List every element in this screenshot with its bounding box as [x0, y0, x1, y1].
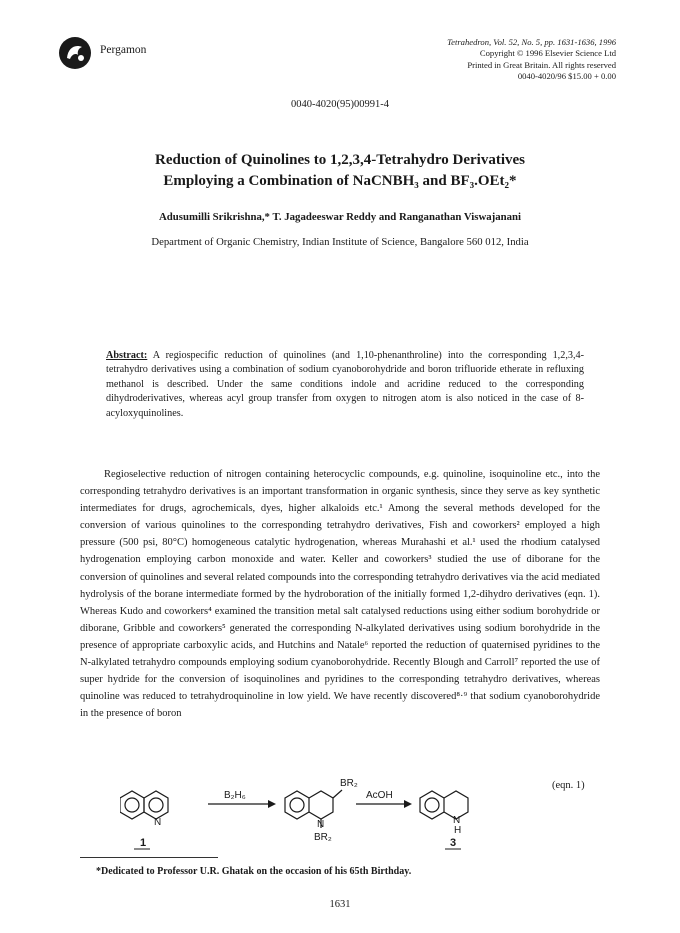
- title-line-2: Employing a Combination of NaCNBH₃ and BF₃.OEt₂*: [163, 173, 517, 189]
- printed-line: Printed in Great Britain. All rights reserved: [467, 59, 616, 70]
- affiliation: Department of Organic Chemistry, Indian Institute of Science, Bangalore 560 012, India: [151, 236, 529, 248]
- page-number: 1631: [329, 899, 351, 910]
- issn-price-line: 0040-4020/96 $15.00 + 0.00: [517, 71, 616, 82]
- abstract: [106, 349, 584, 421]
- quinoline-n-label: N: [154, 817, 162, 828]
- borane-intermediate-structure: [285, 790, 342, 828]
- product-n-label: N: [453, 815, 461, 826]
- quinoline-structure: [120, 791, 168, 819]
- tetrahydroquinoline-structure: [420, 791, 468, 819]
- footnote-rule: [80, 857, 218, 858]
- publisher-name: Pergamon: [100, 44, 147, 56]
- journal-citation: Tetrahedron, Vol. 52, No. 5, pp. 1631-1636, 1996: [447, 37, 616, 47]
- equation-label: (eqn. 1): [552, 780, 585, 791]
- footnote: *Dedicated to Professor U.R. Ghatak on the occasion of his 65th Birthday.: [96, 866, 412, 877]
- publisher-logo-icon: [58, 36, 92, 70]
- reagent-diborane: B₂H₆: [224, 790, 246, 801]
- paper-title: [60, 150, 620, 192]
- abstract-text: A regiospecific reduction of quinolines (and 1,10-phenanthroline) into the corresponding 1,2,3,4-tetrahydro derivatives using a combination of sodium cyanoborohydride and boron trifluoride etherate in refluxing methanol is described. Under the same conditions indole and acridine reduced to the corresponding dihydroderivatives, whereas acyl group transfer from oxygen to nitrogen atom is also noticed in the case of 8-acyloxyquinolines.: [106, 350, 584, 419]
- reaction-scheme: [120, 770, 560, 860]
- copyright-line: Copyright © 1996 Elsevier Science Ltd: [479, 48, 616, 59]
- abstract-label: Abstract:: [106, 350, 148, 361]
- author-list: Adusumilli Srikrishna,* T. Jagadeeswar Reddy and Ranganathan Viswajanani: [158, 211, 522, 223]
- journal-info: [447, 37, 616, 83]
- intermediate-substituent-n: BR₂: [314, 832, 332, 843]
- article-doi: 0040-4020(95)00991-4: [291, 99, 389, 110]
- intermediate-substituent-top: BR₂: [340, 778, 358, 789]
- compound-1-label: 1: [140, 837, 147, 849]
- body-text: [80, 466, 600, 722]
- intermediate-n-label: N: [317, 819, 325, 830]
- body-paragraph: Regioselective reduction of nitrogen containing heterocyclic compounds, e.g. quinoline, isoquinoline etc., into the corresponding tetrahydro derivatives is an important transformation in organic synthesis, since they serve as key synthetic intermediates for drugs, agrochemicals, dyes, higher alkaloids etc.¹ Among the several methods developed for the conversion of various quinolines to the corresponding tetrahydro derivatives, Fish and coworkers² employed a high pressure (500 psi, 80°C) homogeneous catalytic hydrogenation, whereas Murahashi et al.¹ used the rhodium catalysed hydrogenation employing carbon monoxide and water. Keller and coworkers³ studied the use of diborane for the conversion of quinolines and several related compounds into the corresponding tetrahydro derivatives via the acid mediated hydrolysis of the borane intermediate formed by the hydroboration of the initially formed 1,2-dihydro derivatives (eqn. 1). Whereas Kudo and coworkers⁴ examined the transition metal salt catalysed reductions using either sodium borohydride or diborane, Gribble and coworkers⁵ generated the corresponding N-alkylated derivatives using sodium borohydride in the presence of appropriate carboxylic acids, and Hutchins and Natale⁶ reported the reduction of quaternised pyridines to the N-alkylated tetrahydro compounds employing sodium cyanoborohydride. Recently Blough and Carroll⁷ reported the use of super hydride for the conversion of isoquinolines and pyridines to the corresponding tetrahydro derivatives, whereas quinoline was reduced to tetrahydroquinoline in low yield. We have recently discovered⁸·⁹ that sodium cyanoborohydride in the presence of boron: [80, 469, 600, 720]
- reagent-acetic-acid: AcOH: [366, 790, 393, 801]
- title-line-1: Reduction of Quinolines to 1,2,3,4-Tetrahydro Derivatives: [155, 152, 525, 168]
- product-h-label: H: [454, 825, 462, 836]
- compound-3-label: 3: [450, 837, 457, 849]
